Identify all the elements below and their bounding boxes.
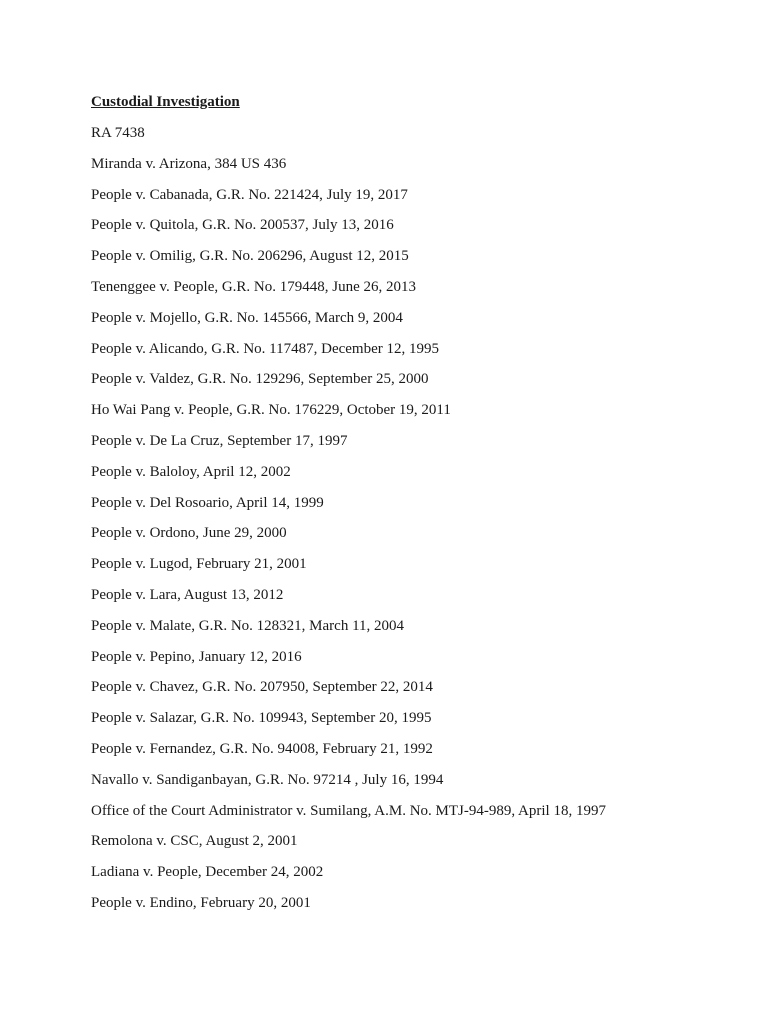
case-entry: People v. Pepino, January 12, 2016 xyxy=(91,648,302,665)
case-entry: Miranda v. Arizona, 384 US 436 xyxy=(91,155,287,172)
case-entry: People v. Del Rosoario, April 14, 1999 xyxy=(91,494,324,511)
case-entry: People v. Quitola, G.R. No. 200537, July 13, 2016 xyxy=(91,217,394,234)
document-heading: Custodial Investigation xyxy=(91,94,240,110)
case-entry: People v. Chavez, G.R. No. 207950, September 22, 2014 xyxy=(91,679,433,696)
case-entry: Ho Wai Pang v. People, G.R. No. 176229, October 19, 2011 xyxy=(91,402,451,419)
case-entry: People v. Endino, February 20, 2001 xyxy=(91,894,311,911)
case-entry: People v. Cabanada, G.R. No. 221424, July 19, 2017 xyxy=(91,186,408,203)
case-list xyxy=(91,123,731,913)
case-entry: People v. Lara, August 13, 2012 xyxy=(91,586,284,603)
case-entry: People v. Valdez, G.R. No. 129296, September 25, 2000 xyxy=(91,371,429,388)
case-entry: People v. Ordono, June 29, 2000 xyxy=(91,525,287,542)
case-entry: People v. Mojello, G.R. No. 145566, March 9, 2004 xyxy=(91,309,403,326)
case-entry: Tenenggee v. People, G.R. No. 179448, June 26, 2013 xyxy=(91,278,417,295)
case-entry: People v. Malate, G.R. No. 128321, March 11, 2004 xyxy=(91,617,405,634)
case-entry: Remolona v. CSC, August 2, 2001 xyxy=(91,833,298,850)
case-entry: Navallo v. Sandiganbayan, G.R. No. 97214 , July 16, 1994 xyxy=(91,771,444,788)
case-entry: People v. Baloloy, April 12, 2002 xyxy=(91,463,291,480)
document-content xyxy=(91,92,731,924)
case-entry: People v. Salazar, G.R. No. 109943, September 20, 1995 xyxy=(91,710,432,727)
case-entry: People v. Lugod, February 21, 2001 xyxy=(91,556,307,573)
case-entry: People v. Alicando, G.R. No. 117487, December 12, 1995 xyxy=(91,340,439,357)
case-entry: RA 7438 xyxy=(91,125,145,141)
case-entry: People v. De La Cruz, September 17, 1997 xyxy=(91,432,348,449)
case-entry: People v. Fernandez, G.R. No. 94008, February 21, 1992 xyxy=(91,740,433,757)
case-entry: People v. Omilig, G.R. No. 206296, August 12, 2015 xyxy=(91,248,409,265)
case-entry: Ladiana v. People, December 24, 2002 xyxy=(91,864,324,881)
case-entry: Office of the Court Administrator v. Sumilang, A.M. No. MTJ-94-989, April 18, 1997 xyxy=(91,802,606,819)
